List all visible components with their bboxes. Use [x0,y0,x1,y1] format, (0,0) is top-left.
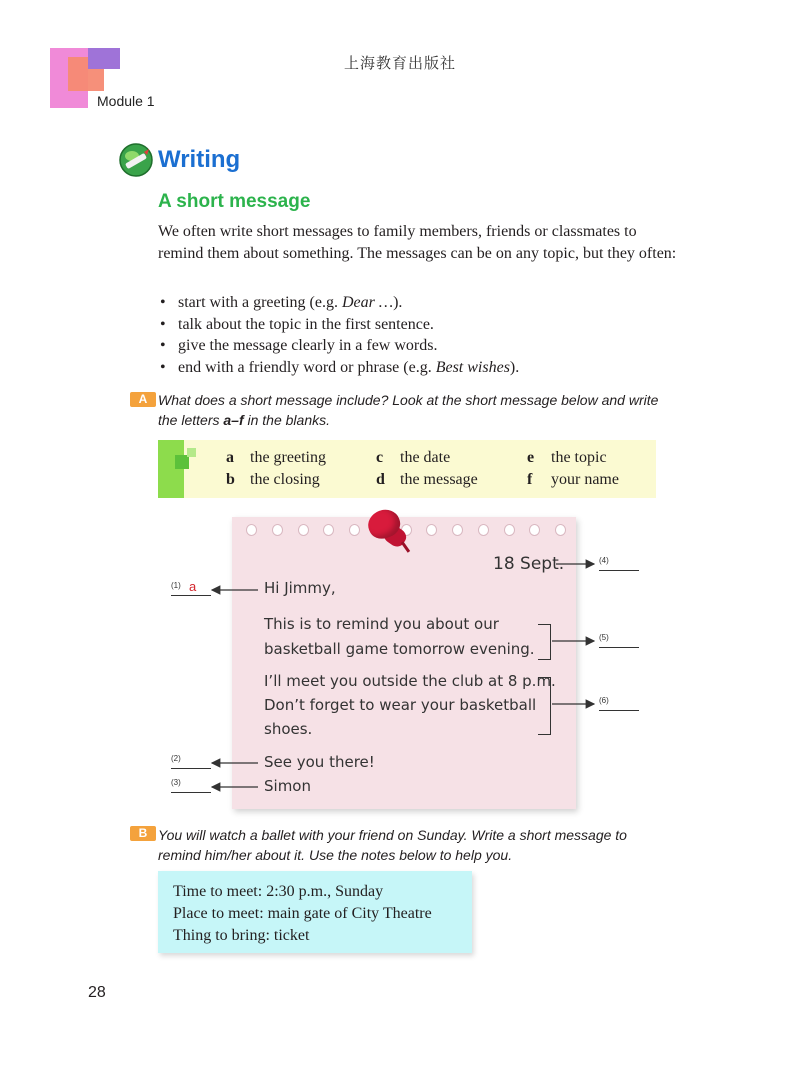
blank-2[interactable] [171,754,211,769]
blank-number: (3) [171,778,181,787]
option-b: b the closing [226,471,320,488]
list-item: • give the message clearly in a few words. [158,335,678,357]
intro-paragraph: We often write short messages to family members, friends or classmates to remind them about something. The messages can be on any topic, but they often: [158,223,677,262]
note-topic-line: This is to remind you about our [264,615,499,633]
note-message-line: I’ll meet you outside the club at 8 p.m. [264,672,556,690]
section-title: Writing [158,146,241,173]
option-d: d the message [376,471,478,488]
blank-number: (1) [171,581,181,590]
task-b-badge: B [130,826,156,841]
blank-4[interactable] [599,556,639,571]
note-message-line: shoes. [264,720,313,738]
note-greeting: Hi Jimmy, [264,579,336,597]
blank-number: (6) [599,696,609,705]
blank-number: (4) [599,556,609,565]
note-thing: Thing to bring: ticket [173,927,310,944]
note-name: Simon [264,777,311,795]
option-e: e the topic [527,449,607,466]
blank-number: (2) [171,754,181,763]
note-topic-line: basketball game tomorrow evening. [264,640,535,658]
blank-3[interactable] [171,778,211,793]
task-b-instruction: You will watch a ballet with your friend on Sunday. Write a short message to remind him/her about it. Use the notes below to help you. [158,827,627,863]
module-label: Module 1 [97,93,155,109]
note-closing: See you there! [264,753,375,771]
note-message-line: Don’t forget to wear your basketball [264,696,537,714]
page-number: 28 [88,984,106,1001]
option-a: a the greeting [226,449,326,466]
note-place: Place to meet: main gate of City Theatre [173,905,432,922]
blank-1-answer: a [189,579,197,594]
note-time: Time to meet: 2:30 p.m., Sunday [173,883,384,900]
list-item: • talk about the topic in the first sentence. [158,314,678,336]
task-a-instruction: What does a short message include? Look at the short message below and write the letters a–f in the blanks. [158,392,659,428]
blank-5[interactable] [599,633,639,648]
task-a-badge: A [130,392,156,407]
blank-6[interactable] [599,696,639,711]
note-date: 18 Sept. [493,554,565,574]
section-subtitle: A short message [158,191,311,212]
option-f: f your name [527,471,619,488]
list-item: • start with a greeting (e.g. Dear …). [158,292,678,314]
publisher-name: 上海教育出版社 [343,56,456,72]
option-c: c the date [376,449,451,466]
blank-number: (5) [599,633,609,642]
list-item: • end with a friendly word or phrase (e.g. Best wishes). [158,357,678,379]
